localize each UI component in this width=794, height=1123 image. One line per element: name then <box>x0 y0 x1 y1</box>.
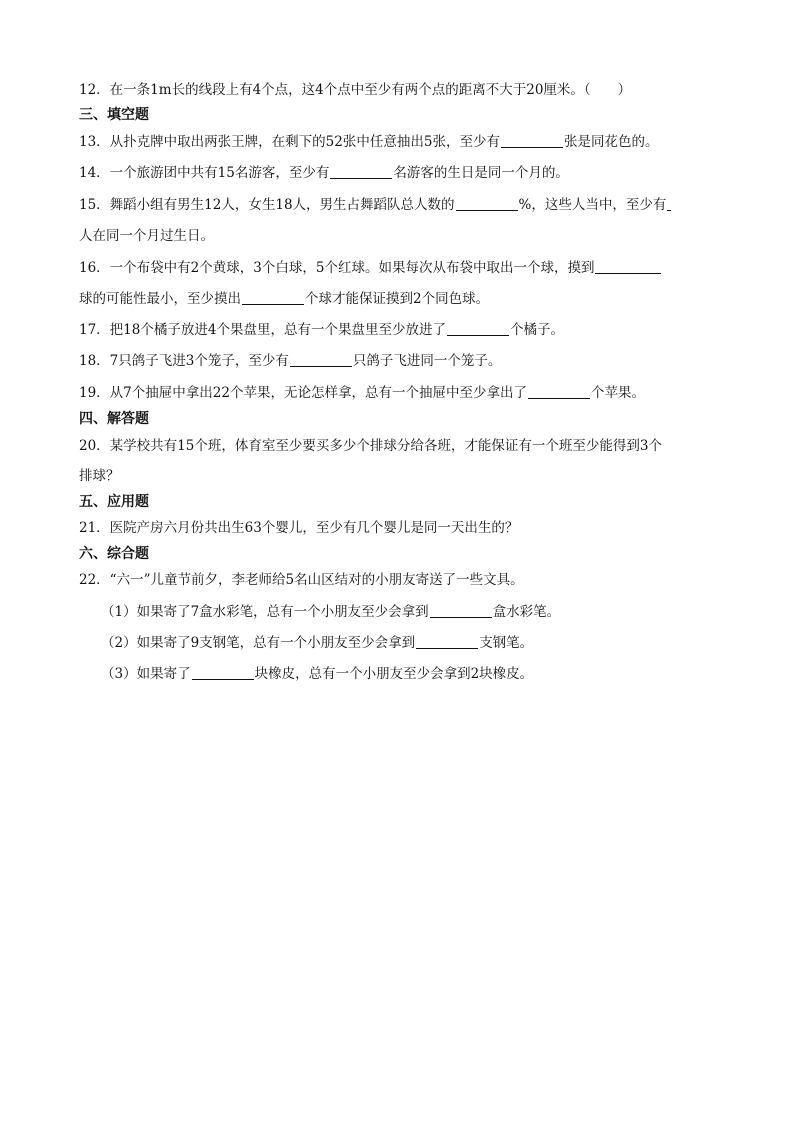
question-20-line1: 20．某学校共有15个班，体育室至少要买多少个排球分给各班，才能保证有一个班至少能得到3个 <box>79 438 662 454</box>
answer-blank-22-2[interactable] <box>416 634 478 649</box>
question-16-line2-before: 球的可能性最小，至少摸出 <box>79 291 241 307</box>
question-22-sub2-before: （2）如果寄了9支钢笔，总有一个小朋友至少会拿到 <box>101 635 416 651</box>
question-12-text: 12．在一条1m长的线段上有4个点，这4个点中至少有两个点的距离不大于20厘米。（ ） <box>79 82 632 98</box>
question-20-line2 <box>79 466 120 486</box>
question-17-before: 17．把18个橘子放进4个果盘里，总有一个果盘里至少放进了 <box>79 322 446 338</box>
question-21-text: 21．医院产房六月份共出生63个婴儿，至少有几个婴儿是同一天出生的？ <box>79 520 519 536</box>
answer-blank-13[interactable] <box>501 133 563 148</box>
question-14-before: 14．一个旅游团中共有15名游客，至少有 <box>79 165 330 181</box>
question-14 <box>79 163 569 183</box>
answer-blank-18[interactable] <box>290 352 352 367</box>
section-6-heading: 六、综合题 <box>79 546 149 562</box>
question-22-intro <box>79 570 524 590</box>
question-15-before: 15．舞蹈小组有男生12人，女生18人，男生占舞蹈队总人数的 <box>79 197 455 213</box>
question-16-line2 <box>79 289 489 309</box>
answer-blank-16b[interactable] <box>242 290 304 305</box>
question-18-after: 只鸽子飞进同一个笼子。 <box>352 353 502 369</box>
question-13 <box>79 132 658 152</box>
question-17 <box>79 320 564 340</box>
question-22-sub2 <box>101 633 533 653</box>
answer-blank-14[interactable] <box>330 164 392 179</box>
question-15-line2 <box>79 226 214 246</box>
question-22-sub1 <box>101 602 560 622</box>
question-22-intro-text: 22．“六一”儿童节前夕，李老师给5名山区结对的小朋友寄送了一些文具。 <box>79 572 524 588</box>
question-15-after: %，这些人当中，至少有 <box>518 197 667 213</box>
section-4-heading: 四、解答题 <box>79 411 149 427</box>
answer-blank-19[interactable] <box>528 384 590 399</box>
question-19-after: 个苹果。 <box>590 385 645 401</box>
question-14-after: 名游客的生日是同一个月的。 <box>393 165 569 181</box>
question-22-sub3-before: （3）如果寄了 <box>101 666 191 682</box>
question-15-line2-text: 人在同一个月过生日。 <box>79 228 214 244</box>
question-20-line2-text: 排球？ <box>79 468 120 484</box>
question-22-sub2-after: 支钢笔。 <box>479 635 534 651</box>
answer-blank-17[interactable] <box>447 321 509 336</box>
answer-blank-22-1[interactable] <box>430 603 492 618</box>
question-15 <box>79 195 672 215</box>
question-21 <box>79 518 518 538</box>
answer-blank-15a[interactable] <box>456 196 518 211</box>
question-12 <box>79 80 631 100</box>
question-16-line2-after: 个球才能保证摸到2个同色球。 <box>305 291 490 307</box>
question-16 <box>79 258 662 278</box>
question-13-after: 张是同花色的。 <box>563 134 659 150</box>
question-22-sub3-after: 块橡皮，总有一个小朋友至少会拿到2块橡皮。 <box>254 666 534 682</box>
question-22-sub1-before: （1）如果寄了7盒水彩笔，总有一个小朋友至少会拿到 <box>101 604 429 620</box>
section-5-heading: 五、应用题 <box>79 494 149 510</box>
answer-blank-22-3[interactable] <box>192 665 254 680</box>
question-17-after: 个橘子。 <box>509 322 564 338</box>
question-18 <box>79 351 501 371</box>
answer-blank-16a[interactable] <box>595 259 661 274</box>
answer-blank-15b[interactable] <box>667 196 671 211</box>
question-18-before: 18．7只鸽子飞进3个笼子，至少有 <box>79 353 289 369</box>
question-16-before: 16．一个布袋中有2个黄球，3个白球，5个红球。如果每次从布袋中取出一个球，摸到 <box>79 260 595 276</box>
question-13-before: 13．从扑克牌中取出两张王牌，在剩下的52张中任意抽出5张，至少有 <box>79 134 500 150</box>
question-20 <box>79 436 662 456</box>
section-3-heading: 三、填空题 <box>79 107 149 123</box>
question-22-sub3 <box>101 664 533 684</box>
question-19 <box>79 383 645 403</box>
question-22-sub1-after: 盒水彩笔。 <box>492 604 561 620</box>
question-19-before: 19．从7个抽屉中拿出22个苹果，无论怎样拿，总有一个抽屉中至少拿出了 <box>79 385 527 401</box>
